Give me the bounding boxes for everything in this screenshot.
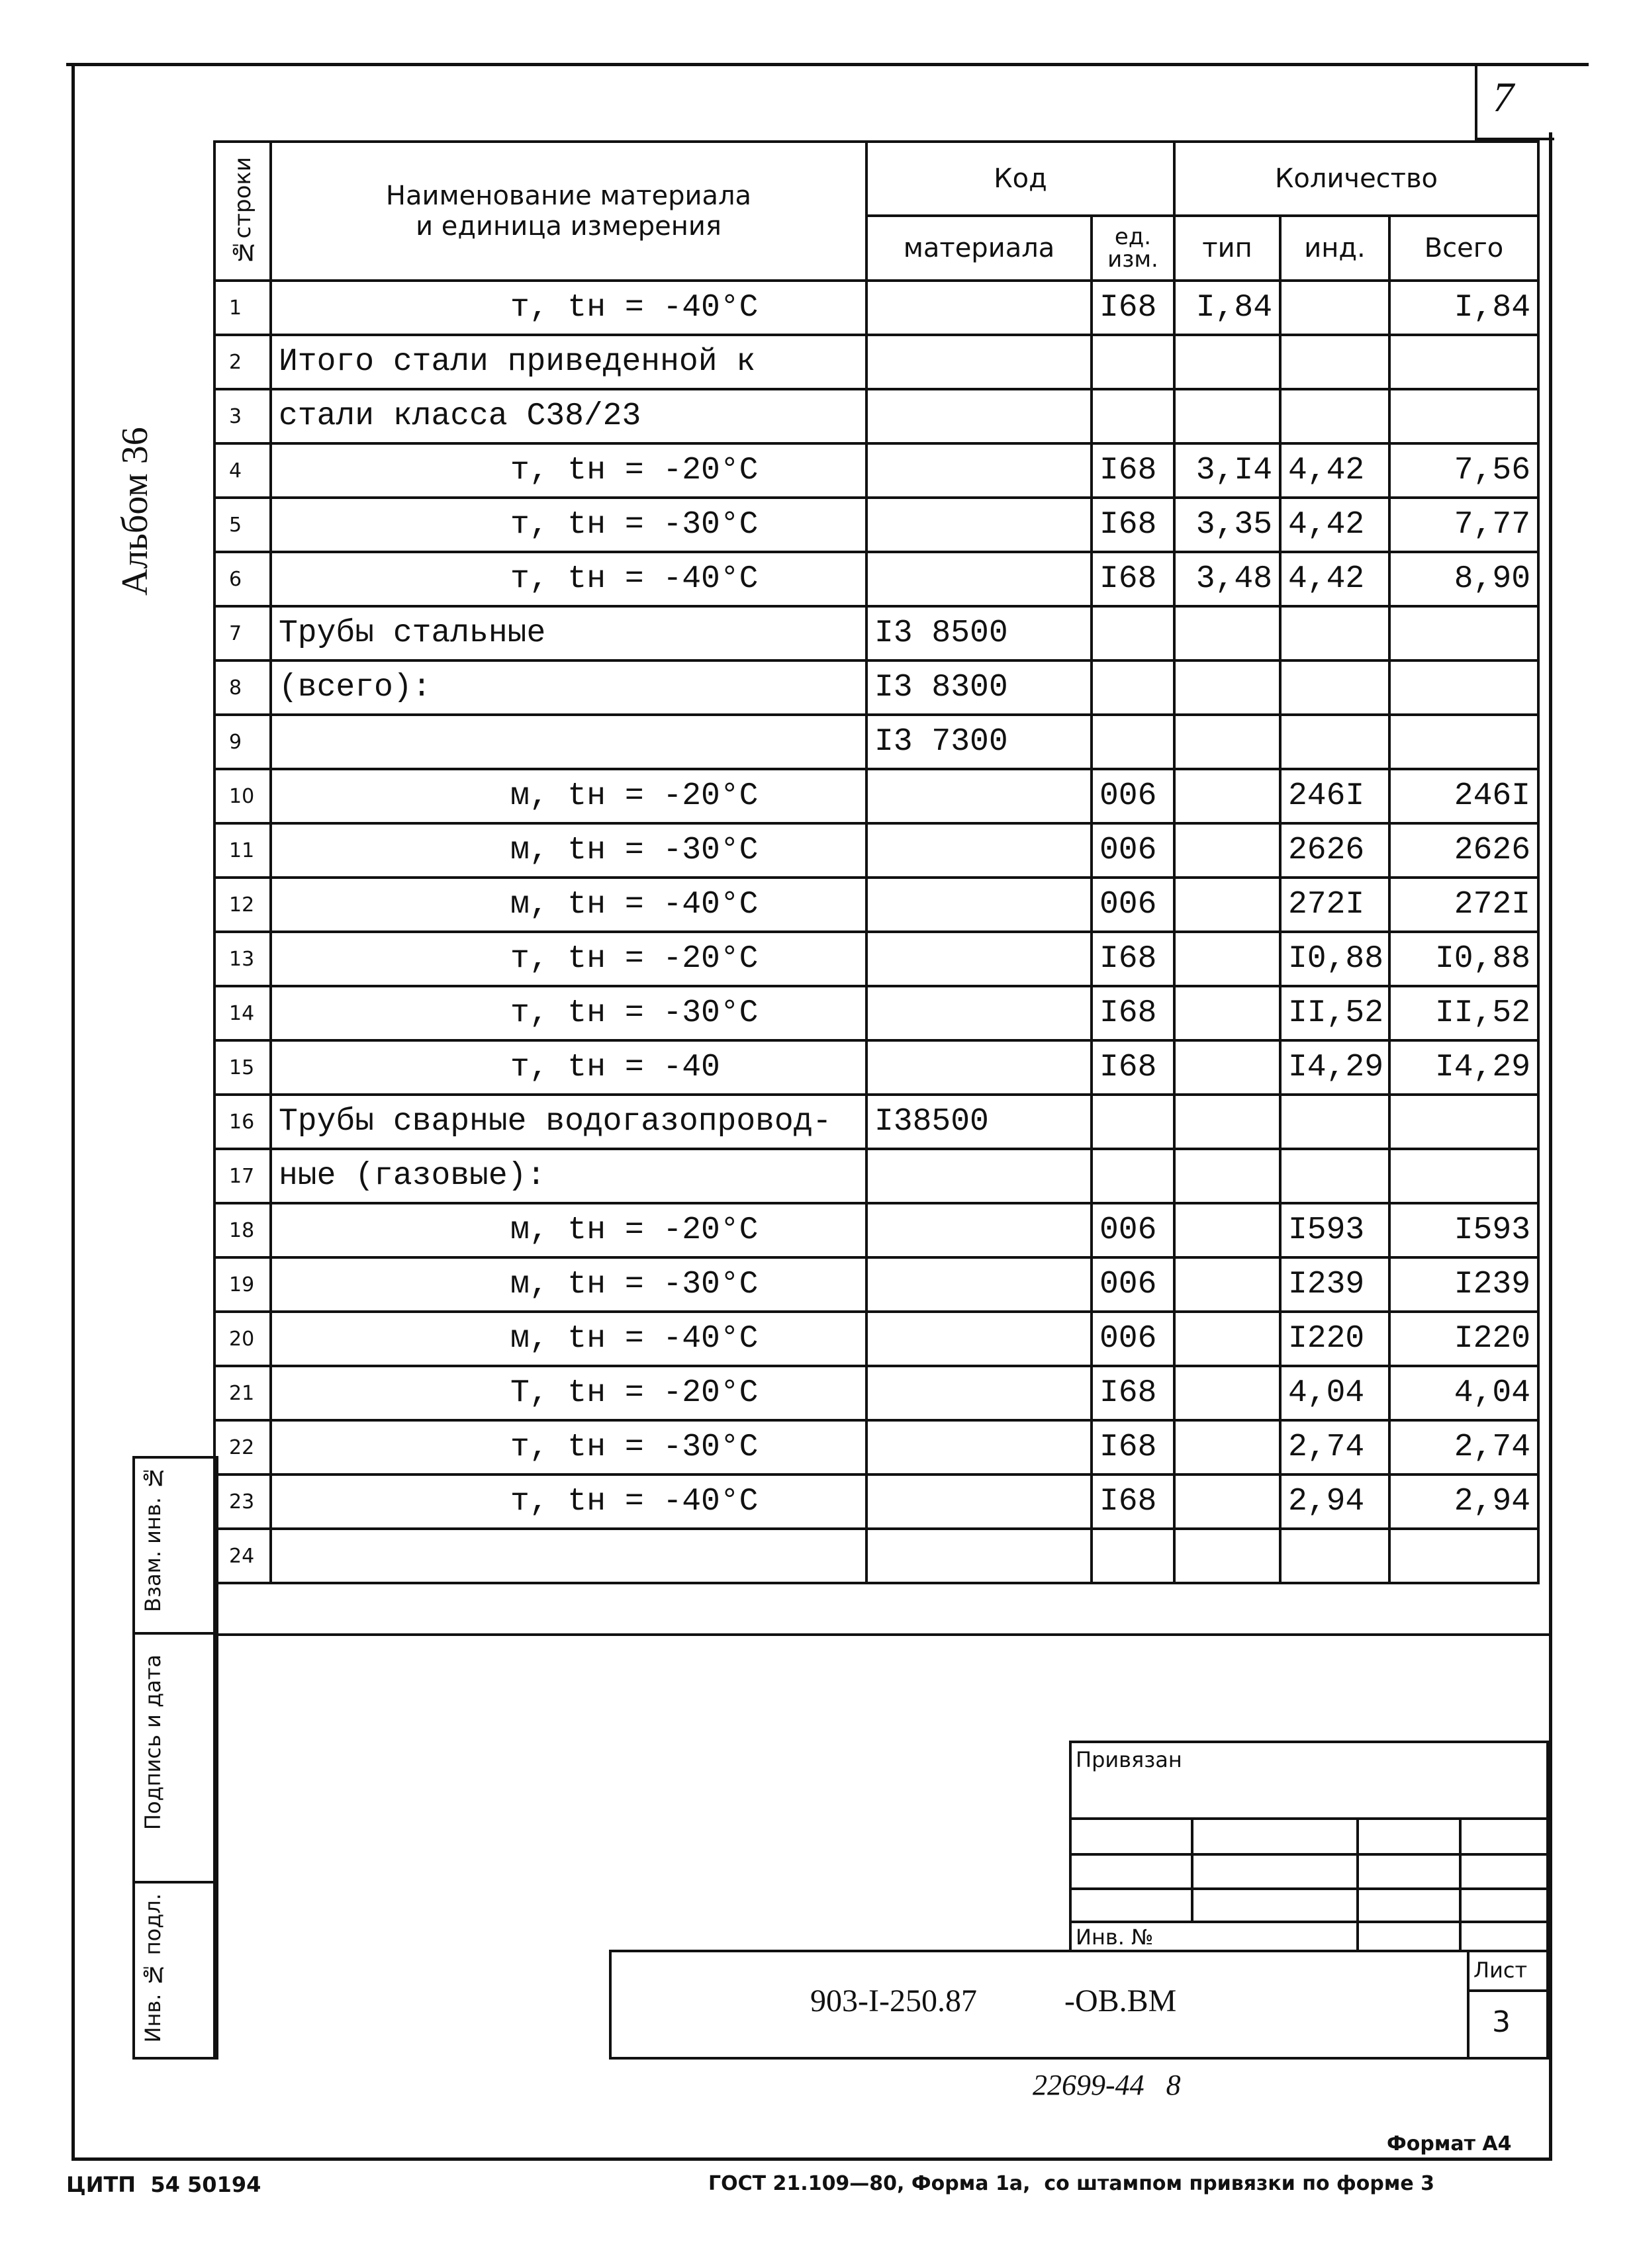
material-code	[866, 986, 1092, 1040]
material-code	[866, 1312, 1092, 1366]
quantity-total: 2,94	[1389, 1474, 1538, 1529]
quantity-ind: 2626	[1280, 823, 1389, 878]
footer-left: ЦИТП 54 50194	[66, 2172, 261, 2197]
row-number: 15	[214, 1040, 271, 1095]
quantity-type	[1174, 715, 1280, 769]
row-number: 21	[214, 1366, 271, 1420]
quantity-total: 7,56	[1389, 443, 1538, 498]
quantity-total	[1389, 715, 1538, 769]
row-number: 14	[214, 986, 271, 1040]
unit-code: I68	[1092, 1366, 1174, 1420]
unit-code: I68	[1092, 1474, 1174, 1529]
quantity-type: 3,48	[1174, 552, 1280, 606]
material-name	[271, 715, 866, 769]
type-header: тип	[1174, 216, 1280, 281]
quantity-type	[1174, 1149, 1280, 1203]
row-number: 2	[214, 335, 271, 389]
table-row	[214, 1149, 1538, 1203]
row-number: 24	[214, 1529, 271, 1583]
material-name: Т, tн = -20°С	[271, 1366, 866, 1420]
row-number: 22	[214, 1420, 271, 1474]
table-row	[214, 932, 1538, 986]
table-row	[214, 281, 1538, 335]
table-row	[214, 1474, 1538, 1529]
unit-code	[1092, 389, 1174, 443]
row-number: 5	[214, 498, 271, 552]
binding-inv-label: Инв. №	[1076, 1925, 1154, 1950]
quantity-ind: I239	[1280, 1257, 1389, 1312]
quantity-type	[1174, 1040, 1280, 1095]
table-row	[214, 1366, 1538, 1420]
stamp-signature: Подпись и дата	[132, 1632, 218, 1883]
material-code	[866, 1420, 1092, 1474]
table-row	[214, 1203, 1538, 1257]
format-label: Формат А4	[1387, 2132, 1512, 2155]
quantity-ind	[1280, 389, 1389, 443]
quantity-ind	[1280, 1149, 1389, 1203]
unit-code: I68	[1092, 1420, 1174, 1474]
material-code	[866, 335, 1092, 389]
row-number-header: №строки	[214, 142, 271, 281]
material-code	[866, 389, 1092, 443]
material-name: т, tн = -40	[271, 1040, 866, 1095]
page-number: 7	[1493, 73, 1514, 120]
table-row	[214, 823, 1538, 878]
quantity-type	[1174, 986, 1280, 1040]
quantity-type	[1174, 769, 1280, 823]
row-number: 8	[214, 660, 271, 715]
material-name: м, tн = -30°С	[271, 1257, 866, 1312]
quantity-type: I,84	[1174, 281, 1280, 335]
row-number: 3	[214, 389, 271, 443]
unit-code: 006	[1092, 878, 1174, 932]
quantity-ind	[1280, 281, 1389, 335]
quantity-total: I0,88	[1389, 932, 1538, 986]
quantity-total	[1389, 1149, 1538, 1203]
quantity-type	[1174, 932, 1280, 986]
material-name: м, tн = -30°С	[271, 823, 866, 878]
table-row	[214, 1040, 1538, 1095]
left-border	[71, 63, 75, 2161]
material-code	[866, 1040, 1092, 1095]
binding-block	[1069, 1741, 1549, 1952]
sheet-label: Лист	[1473, 1958, 1528, 1983]
material-name: Трубы сварные водогазопровод-	[271, 1095, 866, 1149]
quantity-total: 7,77	[1389, 498, 1538, 552]
material-name: м, tн = -40°С	[271, 1312, 866, 1366]
row-number: 13	[214, 932, 271, 986]
quantity-type	[1174, 660, 1280, 715]
unit-code: 006	[1092, 769, 1174, 823]
quantity-ind: 4,42	[1280, 498, 1389, 552]
material-code: I3 8300	[866, 660, 1092, 715]
quantity-type	[1174, 335, 1280, 389]
quantity-total	[1389, 660, 1538, 715]
table-row	[214, 443, 1538, 498]
row-number: 23	[214, 1474, 271, 1529]
quantity-ind	[1280, 1529, 1389, 1583]
quantity-type	[1174, 1420, 1280, 1474]
unit-code: I68	[1092, 932, 1174, 986]
unit-code: 006	[1092, 823, 1174, 878]
quantity-total	[1389, 1529, 1538, 1583]
table-row	[214, 715, 1538, 769]
row-number: 10	[214, 769, 271, 823]
material-code	[866, 1474, 1092, 1529]
quantity-total	[1389, 606, 1538, 660]
quantity-type	[1174, 878, 1280, 932]
unit-code: 006	[1092, 1203, 1174, 1257]
material-code-header: материала	[866, 216, 1092, 281]
album-label: Альбом 36	[115, 427, 156, 596]
material-name: Итого стали приведенной к	[271, 335, 866, 389]
table-row	[214, 660, 1538, 715]
name-header: Наименование материала и единица измерения	[271, 142, 866, 281]
material-name: Трубы стальные	[271, 606, 866, 660]
quantity-ind: II,52	[1280, 986, 1389, 1040]
table-row	[214, 498, 1538, 552]
unit-code	[1092, 335, 1174, 389]
material-code	[866, 1149, 1092, 1203]
quantity-total: I593	[1389, 1203, 1538, 1257]
table-row	[214, 335, 1538, 389]
material-name	[271, 1529, 866, 1583]
row-number: 17	[214, 1149, 271, 1203]
table-row	[214, 1420, 1538, 1474]
quantity-type	[1174, 823, 1280, 878]
row-number: 4	[214, 443, 271, 498]
quantity-type: 3,35	[1174, 498, 1280, 552]
quantity-total	[1389, 335, 1538, 389]
table-row	[214, 389, 1538, 443]
material-code: I3 8500	[866, 606, 1092, 660]
quantity-ind: 2,74	[1280, 1420, 1389, 1474]
bottom-border	[71, 2157, 1552, 2161]
quantity-total: 4,04	[1389, 1366, 1538, 1420]
material-name: т, tн = -30°С	[271, 986, 866, 1040]
material-code	[866, 1257, 1092, 1312]
material-name: м, tн = -40°С	[271, 878, 866, 932]
material-name: т, tн = -30°С	[271, 1420, 866, 1474]
quantity-total: 246I	[1389, 769, 1538, 823]
quantity-type	[1174, 1095, 1280, 1149]
page-number-box	[1475, 66, 1554, 140]
table-row	[214, 1529, 1538, 1583]
unit-code: 006	[1092, 1257, 1174, 1312]
ind-header: инд.	[1280, 216, 1389, 281]
table-row	[214, 986, 1538, 1040]
unit-code	[1092, 606, 1174, 660]
unit-code: I68	[1092, 443, 1174, 498]
code-header: Код	[866, 142, 1174, 216]
quantity-type	[1174, 606, 1280, 660]
quantity-ind: I220	[1280, 1312, 1389, 1366]
unit-code: I68	[1092, 986, 1174, 1040]
quantity-ind: 246I	[1280, 769, 1389, 823]
table-row	[214, 1095, 1538, 1149]
quantity-total: I239	[1389, 1257, 1538, 1312]
quantity-total: 2,74	[1389, 1420, 1538, 1474]
material-code	[866, 552, 1092, 606]
footer-right: ГОСТ 21.109—80, Форма 1а, со штампом привязки по форме 3	[708, 2172, 1435, 2195]
title-block	[609, 1950, 1549, 2060]
quantity-total: 272I	[1389, 878, 1538, 932]
material-name: т, tн = -20°С	[271, 932, 866, 986]
quantity-ind	[1280, 335, 1389, 389]
material-name: т, tн = -40°С	[271, 1474, 866, 1529]
unit-code	[1092, 715, 1174, 769]
quantity-ind: I4,29	[1280, 1040, 1389, 1095]
row-number: 1	[214, 281, 271, 335]
material-code	[866, 1529, 1092, 1583]
quantity-total: I4,29	[1389, 1040, 1538, 1095]
table-row	[214, 552, 1538, 606]
quantity-ind: 4,42	[1280, 443, 1389, 498]
material-code	[866, 281, 1092, 335]
quantity-total: II,52	[1389, 986, 1538, 1040]
table-row	[214, 606, 1538, 660]
quantity-ind: 272I	[1280, 878, 1389, 932]
row-number: 9	[214, 715, 271, 769]
row-number: 11	[214, 823, 271, 878]
row-number: 18	[214, 1203, 271, 1257]
material-name: т, tн = -40°С	[271, 281, 866, 335]
material-code: I38500	[866, 1095, 1092, 1149]
table-bottom-area	[213, 1633, 1549, 1636]
quantity-type	[1174, 1257, 1280, 1312]
quantity-type	[1174, 1366, 1280, 1420]
quantity-type	[1174, 1203, 1280, 1257]
table-row	[214, 1257, 1538, 1312]
unit-code: 006	[1092, 1312, 1174, 1366]
quantity-type: 3,I4	[1174, 443, 1280, 498]
material-table	[213, 140, 1540, 1584]
unit-code	[1092, 1095, 1174, 1149]
row-number: 7	[214, 606, 271, 660]
table-row	[214, 878, 1538, 932]
unit-code	[1092, 1529, 1174, 1583]
quantity-ind	[1280, 660, 1389, 715]
quantity-total: I,84	[1389, 281, 1538, 335]
material-name: ные (газовые):	[271, 1149, 866, 1203]
material-name: стали класса С38/23	[271, 389, 866, 443]
material-code	[866, 498, 1092, 552]
quantity-type	[1174, 1529, 1280, 1583]
unit-header: ед. изм.	[1092, 216, 1174, 281]
material-name: т, tн = -40°С	[271, 552, 866, 606]
material-code: I3 7300	[866, 715, 1092, 769]
stamp-vzam: Взам. инв. №	[132, 1456, 218, 1635]
quantity-ind	[1280, 1095, 1389, 1149]
quantity-ind: I593	[1280, 1203, 1389, 1257]
material-code	[866, 769, 1092, 823]
row-number: 6	[214, 552, 271, 606]
material-code	[866, 878, 1092, 932]
material-code	[866, 1203, 1092, 1257]
material-name: м, tн = -20°С	[271, 769, 866, 823]
quantity-ind: 2,94	[1280, 1474, 1389, 1529]
sheet-number: 3	[1492, 2005, 1511, 2039]
unit-code: I68	[1092, 281, 1174, 335]
material-name: т, tн = -20°С	[271, 443, 866, 498]
material-code	[866, 823, 1092, 878]
unit-code: I68	[1092, 1040, 1174, 1095]
quantity-ind	[1280, 606, 1389, 660]
quantity-type	[1174, 1474, 1280, 1529]
right-border	[1549, 132, 1552, 2157]
quantity-ind: 4,04	[1280, 1366, 1389, 1420]
material-code	[866, 932, 1092, 986]
quantity-total	[1389, 1095, 1538, 1149]
handwritten-note: 22699-44 8	[1033, 2069, 1181, 2101]
material-name: (всего):	[271, 660, 866, 715]
unit-code: I68	[1092, 552, 1174, 606]
quantity-total: 8,90	[1389, 552, 1538, 606]
material-name: т, tн = -30°С	[271, 498, 866, 552]
quantity-ind: I0,88	[1280, 932, 1389, 986]
row-number: 20	[214, 1312, 271, 1366]
quantity-type	[1174, 1312, 1280, 1366]
unit-code	[1092, 1149, 1174, 1203]
unit-code	[1092, 660, 1174, 715]
total-header: Всего	[1389, 216, 1538, 281]
table-row	[214, 1312, 1538, 1366]
quantity-ind: 4,42	[1280, 552, 1389, 606]
quantity-type	[1174, 389, 1280, 443]
material-code	[866, 443, 1092, 498]
table-row	[214, 769, 1538, 823]
document-code: 903-I-250.87 -ОВ.ВМ	[810, 1983, 1177, 2019]
row-number: 12	[214, 878, 271, 932]
material-name: м, tн = -20°С	[271, 1203, 866, 1257]
quantity-total: I220	[1389, 1312, 1538, 1366]
quantity-ind	[1280, 715, 1389, 769]
unit-code: I68	[1092, 498, 1174, 552]
row-number: 16	[214, 1095, 271, 1149]
binding-label: Привязан	[1076, 1747, 1182, 1772]
quantity-header: Количество	[1174, 142, 1538, 216]
top-border	[66, 63, 1589, 66]
row-number: 19	[214, 1257, 271, 1312]
quantity-total	[1389, 389, 1538, 443]
quantity-total: 2626	[1389, 823, 1538, 878]
stamp-inv: Инв. № подл.	[132, 1881, 218, 2060]
material-code	[866, 1366, 1092, 1420]
